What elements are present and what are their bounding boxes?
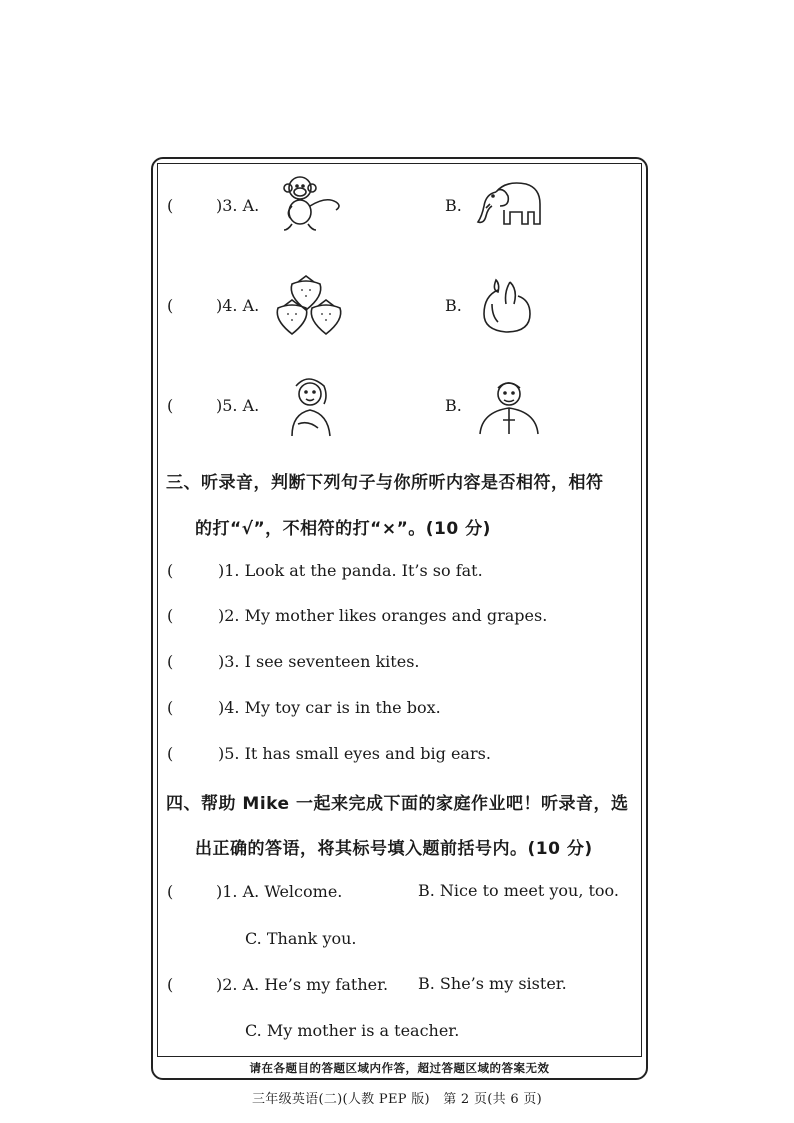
elephant-icon xyxy=(476,178,542,230)
monkey-icon xyxy=(278,172,342,236)
section-4-title-line-2: 出正确的答语，将其标号填入题前括号内。(10 分) xyxy=(195,839,593,859)
question-2-option-c: C. My mother is a teacher. xyxy=(245,1021,460,1040)
question-number: )4. A. xyxy=(216,296,260,315)
pear-icon xyxy=(480,276,536,334)
answer-paren-open: ( xyxy=(167,882,174,901)
statement-5: )5. It has small eyes and big ears. xyxy=(218,744,491,763)
question-2-option-b: B. She’s my sister. xyxy=(418,974,567,993)
option-b-label: B. xyxy=(445,196,462,215)
statement-3: )3. I see seventeen kites. xyxy=(218,652,420,671)
option-b-label: B. xyxy=(445,396,462,415)
grandmother-icon xyxy=(284,372,338,438)
answer-paren-open: ( xyxy=(167,196,174,215)
section-3-title-line-1: 三、听录音，判断下列句子与你所听内容是否相符，相符 xyxy=(166,473,604,493)
answer-paren-open: ( xyxy=(167,744,174,763)
question-1-option-a: )1. A. Welcome. xyxy=(216,882,343,901)
question-number: )3. A. xyxy=(216,196,260,215)
page-footer: 三年级英语(二)(人教 PEP 版) 第 2 页(共 6 页) xyxy=(251,1092,543,1107)
section-3-title-line-2: 的打“√”，不相符的打“×”。(10 分) xyxy=(195,519,491,539)
statement-1: )1. Look at the panda. It’s so fat. xyxy=(218,561,483,580)
option-b-label: B. xyxy=(445,296,462,315)
question-1-option-b: B. Nice to meet you, too. xyxy=(418,881,619,900)
answer-paren-open: ( xyxy=(167,561,174,580)
answer-area-notice: 请在各题目的答题区域内作答，超过答题区域的答案无效 xyxy=(249,1060,550,1075)
section-4-title-line-1: 四、帮助 Mike 一起来完成下面的家庭作业吧！听录音，选 xyxy=(166,794,629,814)
question-2-option-a: )2. A. He’s my father. xyxy=(216,975,389,994)
statement-2: )2. My mother likes oranges and grapes. xyxy=(218,606,548,625)
statement-4: )4. My toy car is in the box. xyxy=(218,698,441,717)
answer-paren-open: ( xyxy=(167,652,174,671)
answer-paren-open: ( xyxy=(167,396,174,415)
answer-paren-open: ( xyxy=(167,975,174,994)
grandfather-icon xyxy=(478,374,540,436)
question-number: )5. A. xyxy=(216,396,260,415)
answer-paren-open: ( xyxy=(167,698,174,717)
question-1-option-c: C. Thank you. xyxy=(245,929,357,948)
strawberries-icon xyxy=(276,274,346,338)
answer-paren-open: ( xyxy=(167,296,174,315)
answer-paren-open: ( xyxy=(167,606,174,625)
